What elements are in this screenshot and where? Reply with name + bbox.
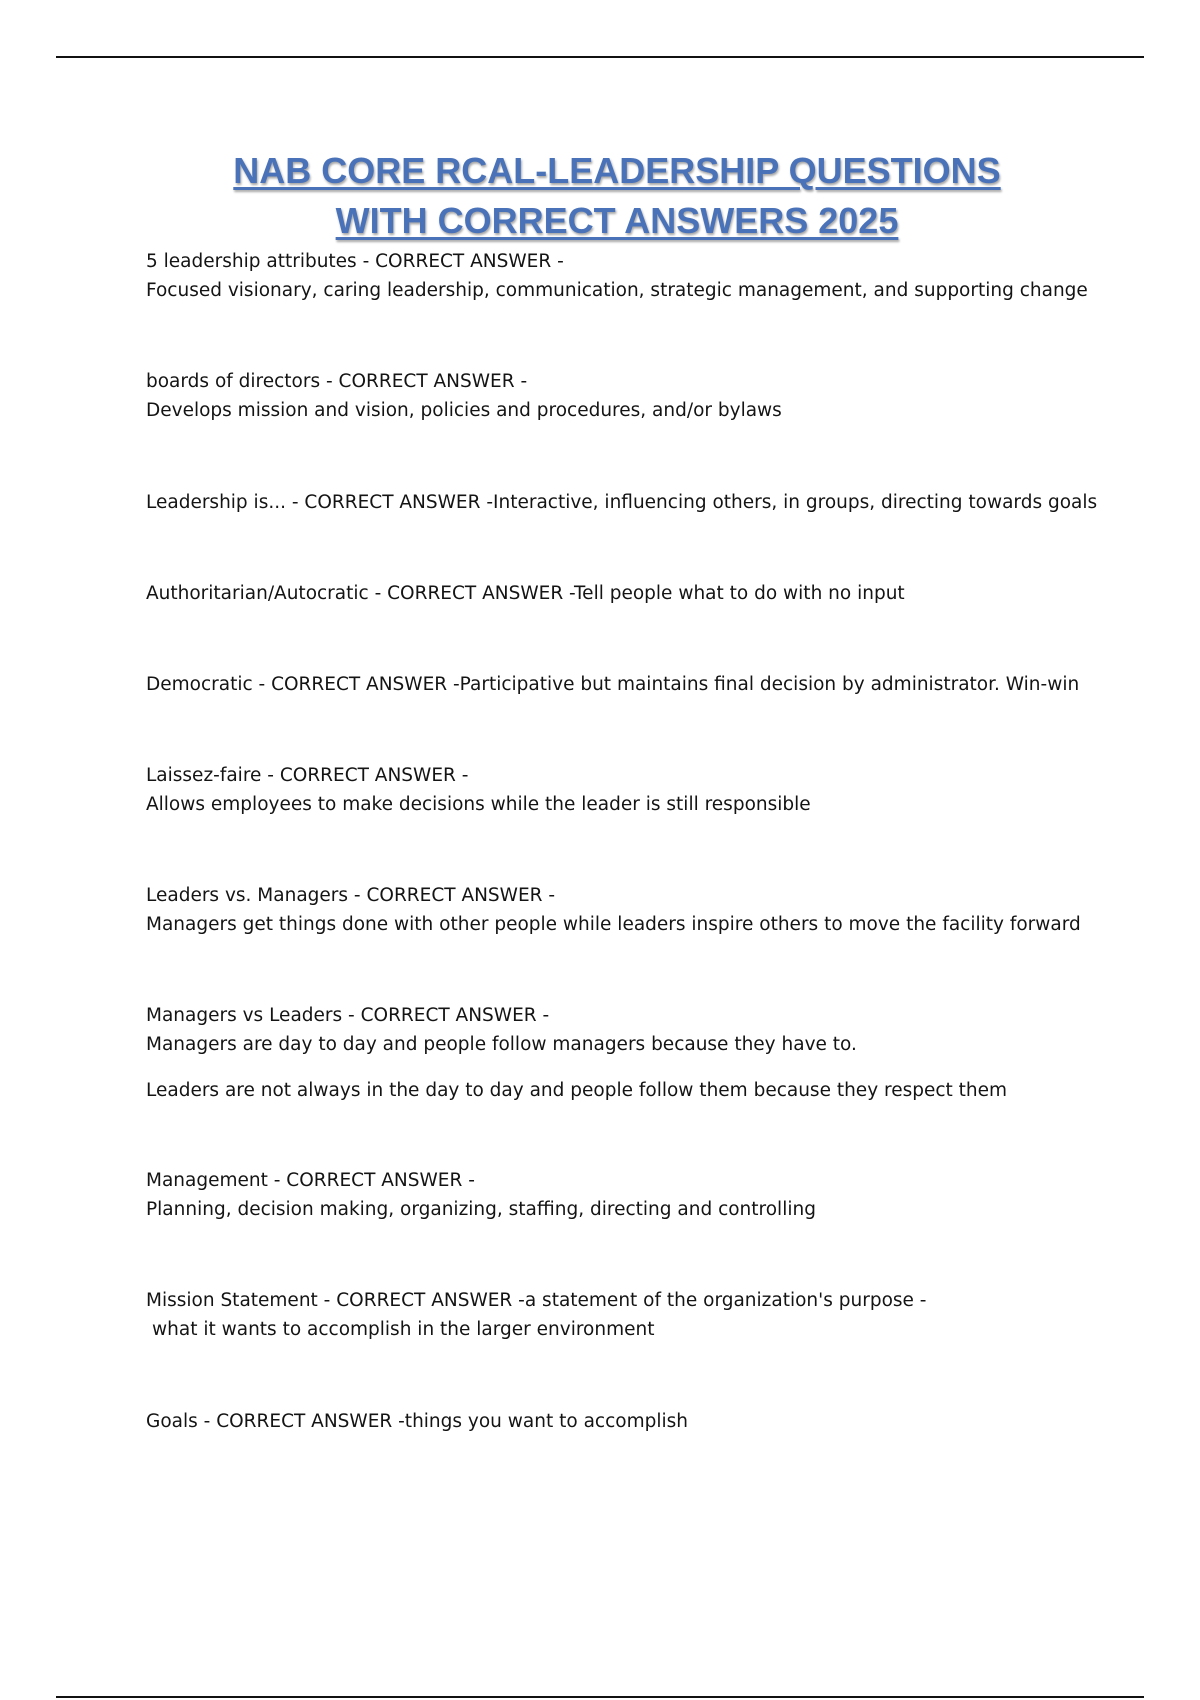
qa-item-leaders-vs-managers [146, 881, 1146, 939]
question-text: Mission Statement - CORRECT ANSWER -a statement of the organization's purpose - [146, 1290, 927, 1311]
question-text: Managers vs Leaders - CORRECT ANSWER - [146, 1005, 550, 1026]
question-text: Management - CORRECT ANSWER - [146, 1170, 475, 1191]
answer-text-continued: Leaders are not always in the day to day and people follow them because they respect them [146, 1080, 1008, 1101]
qa-item-democratic [146, 670, 1146, 699]
question-text: 5 leadership attributes - CORRECT ANSWER - [146, 251, 564, 272]
qa-item-mission-statement [146, 1286, 1146, 1344]
question-text: Leadership is... - CORRECT ANSWER -Interactive, influencing others, in groups, directing towards goals [146, 492, 1098, 513]
qa-item-boards-of-directors [146, 367, 1146, 425]
question-text: Democratic - CORRECT ANSWER -Participative but maintains final decision by administrator. Win-win [146, 674, 1080, 695]
qa-item-goals [146, 1407, 1146, 1436]
answer-text: Managers are day to day and people follow managers because they have to. [146, 1034, 857, 1055]
answer-text: Planning, decision making, organizing, staffing, directing and controlling [146, 1199, 816, 1220]
qa-item-leadership-is [146, 488, 1146, 517]
question-text: boards of directors - CORRECT ANSWER - [146, 371, 528, 392]
qa-item-management [146, 1166, 1146, 1224]
answer-text: Managers get things done with other people while leaders inspire others to move the facility forward [146, 914, 1081, 935]
question-text: Authoritarian/Autocratic - CORRECT ANSWER -Tell people what to do with no input [146, 583, 905, 604]
document-title [0, 146, 1200, 246]
footer-rule [56, 1696, 1144, 1698]
answer-text: Focused visionary, caring leadership, communication, strategic management, and supporting change [146, 280, 1088, 301]
qa-item-laissez-faire [146, 761, 1146, 819]
qa-item-authoritarian [146, 579, 1146, 608]
qa-item-managers-vs-leaders [146, 1001, 1146, 1105]
answer-text: what it wants to accomplish in the larger environment [152, 1319, 655, 1340]
title-line-2: WITH CORRECT ANSWERS 2025 [335, 200, 899, 241]
question-text: Leaders vs. Managers - CORRECT ANSWER - [146, 885, 556, 906]
question-text: Goals - CORRECT ANSWER -things you want to accomplish [146, 1411, 688, 1432]
answer-text: Allows employees to make decisions while the leader is still responsible [146, 794, 811, 815]
answer-text: Develops mission and vision, policies and procedures, and/or bylaws [146, 400, 782, 421]
question-text: Laissez-faire - CORRECT ANSWER - [146, 765, 469, 786]
header-rule [56, 56, 1144, 58]
qa-item-leadership-attributes [146, 247, 1146, 305]
title-line-1: NAB CORE RCAL-LEADERSHIP QUESTIONS [233, 150, 1001, 191]
